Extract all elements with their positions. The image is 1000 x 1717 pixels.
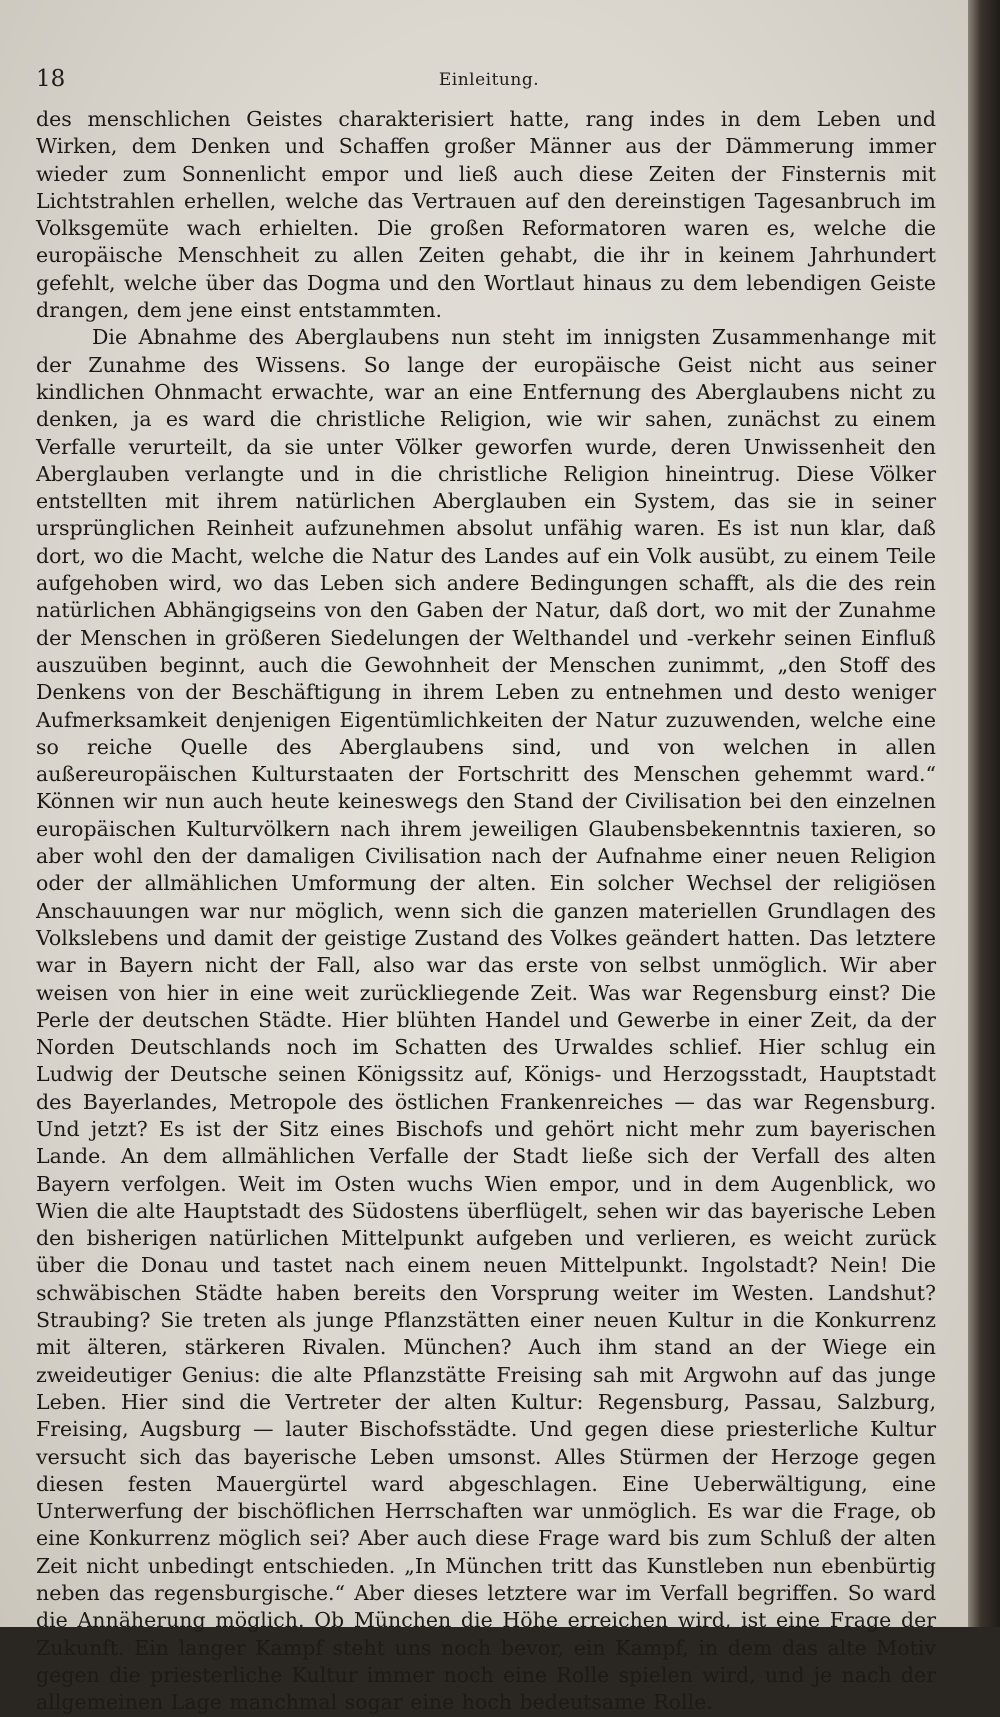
paragraph-2: Die Abnahme des Aberglaubens nun steht im innigsten Zusammenhange mit der Zunahme des Wissens. So lange der europäische Geist nicht aus seiner kindlichen Ohnmacht erwachte, war an eine Entfernung des Aberglaubens nicht zu denken, ja es ward die christliche Religion, wie wir sahen, zunächst zu einem Verfalle verurteilt, da sie unter Völker geworfen wurde, deren Unwissenheit den Aberglauben verlangte und in die christliche Religion hineintrug. Diese Völker entstellten mit ihrem natürlichen Aberglauben ein System, das sie in seiner ursprünglichen Reinheit aufzunehmen absolut unfähig waren. Es ist nun klar, daß dort, wo die Macht, welche die Natur des Landes auf ein Volk ausübt, zu einem Teile aufgehoben wird, wo das Leben sich andere Bedingungen schafft, als die des rein natürlichen Abhängigseins von den Gaben der Natur, daß dort, wo mit der Zunahme der Menschen in größeren Siedelungen der Welthandel und -verkehr seinen Einfluß auszuüben beginnt, auch die Gewohnheit der Menschen zunimmt, „den Stoff des Denkens von der Beschäftigung in ihrem Leben zu entnehmen und desto weniger Aufmerksamkeit denjenigen Eigentümlichkeiten der Natur zuzuwenden, welche eine so reiche Quelle des Aberglaubens sind, und von welchen in allen außereuropäischen Kulturstaaten der Fortschritt des Menschen gehemmt ward.“ Können wir nun auch heute keineswegs den Stand der Civilisation bei den einzelnen europäischen Kulturvölkern nach ihrem jeweiligen Glaubensbekenntnis taxieren, so aber wohl den der damaligen Civilisation nach der Aufnahme einer neuen Religion oder der allmählichen Umformung der alten. Ein solcher Wechsel der religiösen Anschauungen war nur möglich, wenn sich die ganzen materiellen Grundlagen des Volkslebens und damit der geistige Zustand des Volkes geändert hatten. Das letztere war in Bayern nicht der Fall, also war das erste von selbst unmöglich. Wir aber weisen von hier in eine weit zurückliegende Zeit. Was war Regensburg einst? Die Perle der deutschen Städte. Hier blühten Handel und Gewerbe in einer Zeit, da der Norden Deutschlands noch im Schatten des Urwaldes schlief. Hier schlug ein Ludwig der Deutsche seinen Königssitz auf, Königs- und Herzogsstadt, Hauptstadt des Bayerlandes, Metropole des östlichen Frankenreiches — das war Regensburg. Und jetzt? Es ist der Sitz eines Bischofs und gehört nicht mehr zum bayerischen Lande. An dem allmählichen Verfalle der Stadt ließe sich der Verfall des alten Bayern verfolgen. Weit im Osten wuchs Wien empor, und in dem Augenblick, wo Wien die alte Hauptstadt des Südostens überflügelt, sehen wir das bayerische Leben den bisherigen natürlichen Mittelpunkt aufgeben und verlieren, es weicht zurück über die Donau und tastet nach einem neuen Mittelpunkt. Ingolstadt? Nein! Die schwäbischen Städte haben bereits den Vorsprung weiter im Westen. Landshut? Straubing? Sie treten als junge Pflanzstätten einer neuen Kultur in die Konkurrenz mit älteren, stärkeren Rivalen. München? Auch ihm stand an der Wiege ein zweideutiger Genius: die alte Pflanzstätte Freising sah mit Argwohn auf das junge Leben. Hier sind die Vertreter der alten Kultur: Regensburg, Passau, Salzburg, Freising, Augsburg — lauter Bischofsstädte. Und gegen diese priesterliche Kultur versucht sich das bayerische Leben umsonst. Alles Stürmen der Herzoge gegen diesen festen Mauergürtel ward abgeschlagen. Eine Ueberwältigung, eine Unterwerfung der bischöflichen Herrschaften war unmöglich. Es war die Frage, ob eine Konkurrenz möglich sei? Aber auch diese Frage ward bis zum Schluß der alten Zeit nicht unbedingt entschieden. „In München tritt das Kunstleben nun ebenbürtig neben das regensburgische.“ Aber dieses letztere war im Verfall begriffen. So ward die Annäherung möglich. Ob München die Höhe erreichen wird, ist eine Frage der Zukunft. Ein langer Kampf steht uns noch bevor, ein Kampf, in dem das alte Motiv gegen die priesterliche Kultur immer noch eine Rolle spielen wird, und je nach der allgemeinen Lage manchmal sogar eine hoch bedeutsame Rolle. xyxy=(36,325,936,1715)
page-number: 18 xyxy=(36,66,66,92)
running-head: Einleitung. xyxy=(438,70,540,90)
page-edge-shadow xyxy=(968,0,1000,1627)
body-text xyxy=(36,106,936,1717)
page-header xyxy=(36,60,942,100)
paragraph-1: des menschlichen Geistes charakterisiert hatte, rang indes in dem Leben und Wirken, dem Denken und Schaffen großer Männer aus der Dämmerung immer wieder zum Sonnenlicht empor und ließ auch diese Zeiten der Finsternis mit Lichtstrahlen erhellen, welche das Vertrauen auf den dereinstigen Tagesanbruch im Volksgemüte wach erhielten. Die großen Reformatoren waren es, welche die europäische Menschheit zu allen Zeiten gehabt, die ihr in keinem Jahrhundert gefehlt, welche über das Dogma und den Wortlaut hinaus zu dem lebendigen Geiste drangen, dem jene einst entstammten. xyxy=(36,107,936,323)
